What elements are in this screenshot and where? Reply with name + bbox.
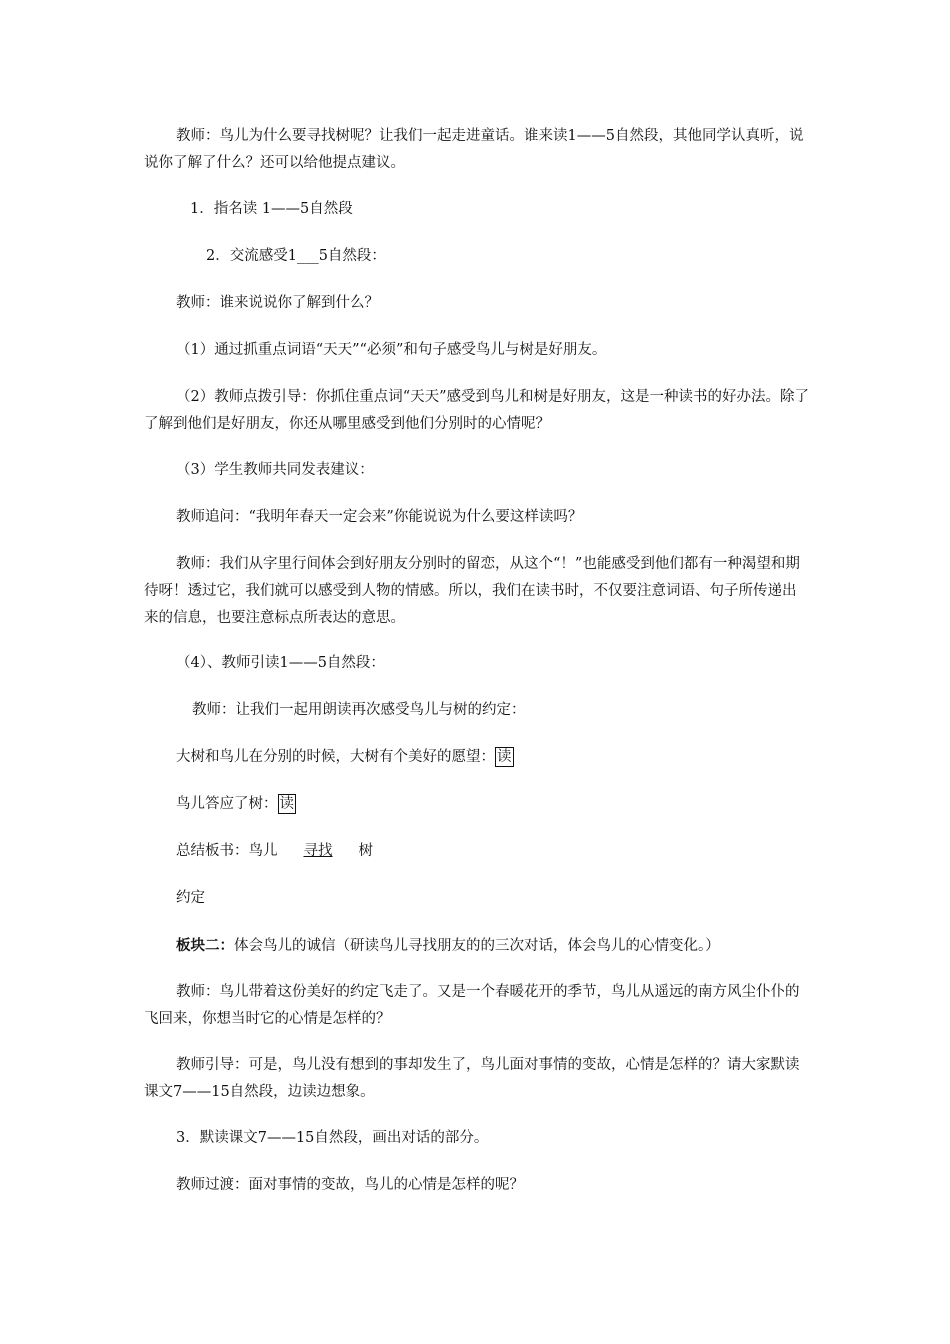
item-3: （3）学生教师共同发表建议： (176, 462, 374, 478)
paragraph-transition: 教师过渡：面对事情的变故，鸟儿的心情是怎样的呢？ (176, 1177, 524, 1193)
step-1-heading: 1．指名读 1——5自然段 (190, 201, 353, 217)
board-summary-verb: 寻找 (303, 843, 333, 859)
item-1: （1）通过抓重点词语“天天”“必须”和句子感受鸟儿与树是好朋友。 (176, 342, 607, 358)
board-summary-promise: 约定 (176, 890, 205, 906)
read-box: 读 (279, 796, 294, 812)
paragraph-teacher-explanation: 教师：我们从字里行间体会到好朋友分别时的留恋，从这个“！”也能感受到他们都有一种渴望和期待呀！透过它，我们就可以感受到人物的情感。所以，我们在读书时，不仅要注意词语、句子所传递出来的信息，也要注意标点所表达的意思。 (144, 556, 800, 626)
section-2-label: 板块二： (176, 937, 234, 954)
paragraph-intro: 教师：鸟儿为什么要寻找树呢？让我们一起走进童话。谁来读1——5自然段，其他同学认真听，说说你了解了什么？还可以给他提点建议。 (144, 128, 804, 171)
board-summary (176, 838, 810, 865)
paragraph-bird-promise (176, 791, 810, 818)
tree-wish-text: 大树和鸟儿在分别的时候，大树有个美好的愿望： (176, 749, 495, 765)
section-2-heading (176, 932, 810, 960)
paragraph-read-together: 教师：让我们一起用朗读再次感受鸟儿与树的约定： (192, 702, 526, 718)
board-summary-tree: 树 (358, 843, 373, 859)
step-2-heading: 2．交流感受1___5自然段： (206, 248, 386, 264)
paragraph-teacher-guidance: 教师引导：可是，鸟儿没有想到的事却发生了，鸟儿面对事情的变故，心情是怎样的？请大家默读课文7——15自然段，边读边想象。 (144, 1057, 800, 1100)
section-2-title: 体会鸟儿的诚信（研读鸟儿寻找朋友的的三次对话，体会鸟儿的心情变化。） (234, 938, 720, 954)
board-summary-label: 总结板书：鸟儿 (176, 843, 278, 859)
read-box: 读 (497, 749, 512, 765)
step-3-heading: 3．默读课文7——15自然段，画出对话的部分。 (176, 1130, 489, 1146)
paragraph-followup: 教师追问：“我明年春天一定会来”你能说说为什么要这样读吗？ (176, 509, 583, 525)
item-2: （2）教师点拨引导：你抓住重点词“天天”感受到鸟儿和树是好朋友，这是一种读书的好办法。除了了解到他们是好朋友，你还从哪里感受到他们分别时的心情呢？ (144, 389, 810, 432)
item-4: （4）、教师引读1——5自然段： (176, 655, 385, 671)
bird-promise-text: 鸟儿答应了树： (176, 796, 278, 812)
paragraph-bird-returns: 教师：鸟儿带着这份美好的约定飞走了。又是一个春暖花开的季节，鸟儿从遥远的南方风尘仆仆的飞回来，你想当时它的心情是怎样的？ (144, 984, 800, 1027)
paragraph-question: 教师：谁来说说你了解到什么？ (176, 295, 379, 311)
paragraph-tree-wish (176, 744, 810, 771)
